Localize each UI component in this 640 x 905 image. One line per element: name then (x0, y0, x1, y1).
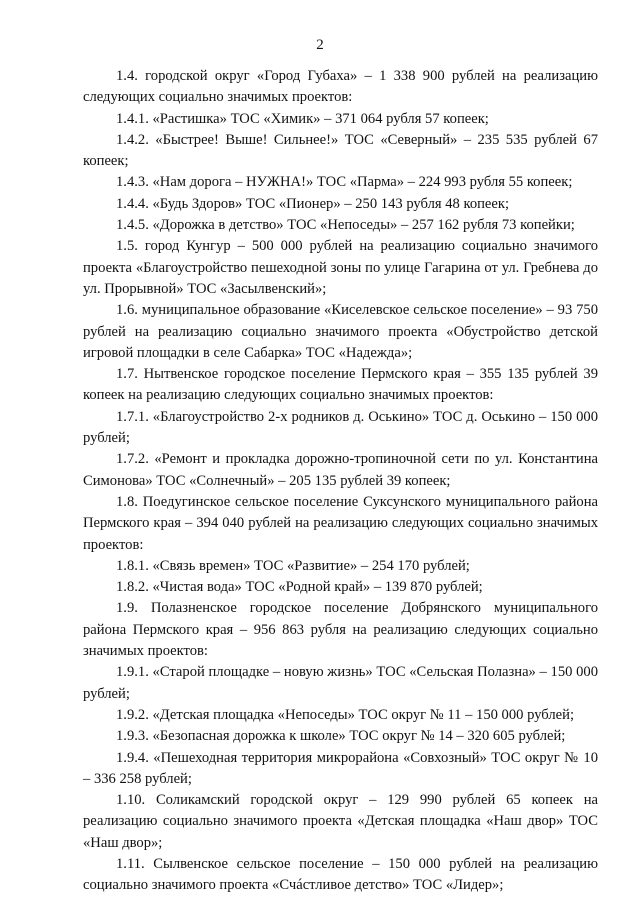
paragraph: 1.8.2. «Чистая вода» ТОС «Родной край» – 139 870 рублей; (116, 579, 483, 596)
paragraph: 1.9.4. «Пешеходная территория микрорайона «Совхозный» ТОС округ № 10 – 336 258 рублей; (83, 749, 598, 787)
paragraph: 1.5. город Кунгур – 500 000 рублей на реализацию социально значимого проекта «Благоустройство пешеходной зоны по улице Гагарина от ул. Гребнева до ул. Прорывной» ТОС «Засылвенский»; (83, 238, 598, 297)
paragraph: 1.4.4. «Будь Здоров» ТОС «Пионер» – 250 143 рубля 48 копеек; (116, 195, 510, 212)
paragraph: 1.4.1. «Растишка» ТОС «Химик» – 371 064 рубля 57 копеек; (116, 110, 489, 127)
paragraph: 1.4.5. «Дорожка в детство» ТОС «Непоседы» – 257 162 рубля 73 копейки; (116, 217, 575, 234)
paragraph: 1.10. Соликамский городской округ – 129 990 рублей 65 копеек на реализацию социально значимого проекта «Детская площадка «Наш двор» ТОС «Наш двор»; (83, 792, 598, 851)
paragraph: 1.7. Нытвенское городское поселение Пермского края – 355 135 рублей 39 копеек на реализацию следующих социально значимых проектов: (83, 366, 598, 404)
paragraph: 1.9. Полазненское городское поселение Добрянского муниципального района Пермского края – 956 863 рубля на реализацию следующих социально значимых проектов: (83, 600, 598, 660)
page-number: 2 (316, 37, 324, 53)
paragraph: 1.4.2. «Быстрее! Выше! Сильнее!» ТОС «Северный» – 235 535 рублей 67 копеек; (83, 131, 598, 170)
paragraph: 1.9.1. «Старой площадке – новую жизнь» ТОС «Сельская Полазна» – 150 000 рублей; (83, 664, 598, 702)
paragraph: 1.11. Сылвенское сельское поселение – 150 000 рублей на реализацию социально значимого проекта «Счáстливое детство» ТОС «Лидер»; (83, 855, 598, 894)
paragraph: 1.7.1. «Благоустройство 2-х родников д. Оськино» ТОС д. Оськино – 150 000 рублей; (83, 408, 598, 447)
paragraph: 1.6. муниципальное образование «Киселевское сельское поселение» – 93 750 рублей на реализацию социально значимого проекта «Обустройство детской игровой площадки в селе Сабарка» ТОС «Надежда»; (83, 302, 598, 361)
paragraph: 1.7.2. «Ремонт и прокладка дорожно-тропиночной сети по ул. Константина Симонова» ТОС «Солнечный» – 205 135 рублей 39 копеек; (83, 451, 598, 489)
paragraph: 1.9.2. «Детская площадка «Непоседы» ТОС округ № 11 – 150 000 рублей; (116, 706, 574, 723)
paragraph: 1.4.3. «Нам дорога – НУЖНА!» ТОС «Парма» – 224 993 рубля 55 копеек; (116, 174, 573, 191)
paragraph: 1.9.3. «Безопасная дорожка к школе» ТОС округ № 14 – 320 605 рублей; (116, 728, 566, 745)
paragraph: 1.4. городской округ «Город Губаха» – 1 338 900 рублей на реализацию следующих социально значимых проектов: (83, 68, 598, 106)
document-body (83, 66, 598, 897)
paragraph: 1.8.1. «Связь времен» ТОС «Развитие» – 254 170 рублей; (116, 557, 470, 574)
paragraph: 1.8. Поедугинское сельское поселение Суксунского муниципального района Пермского края – 394 040 рублей на реализацию следующих социально значимых проектов: (83, 493, 598, 553)
